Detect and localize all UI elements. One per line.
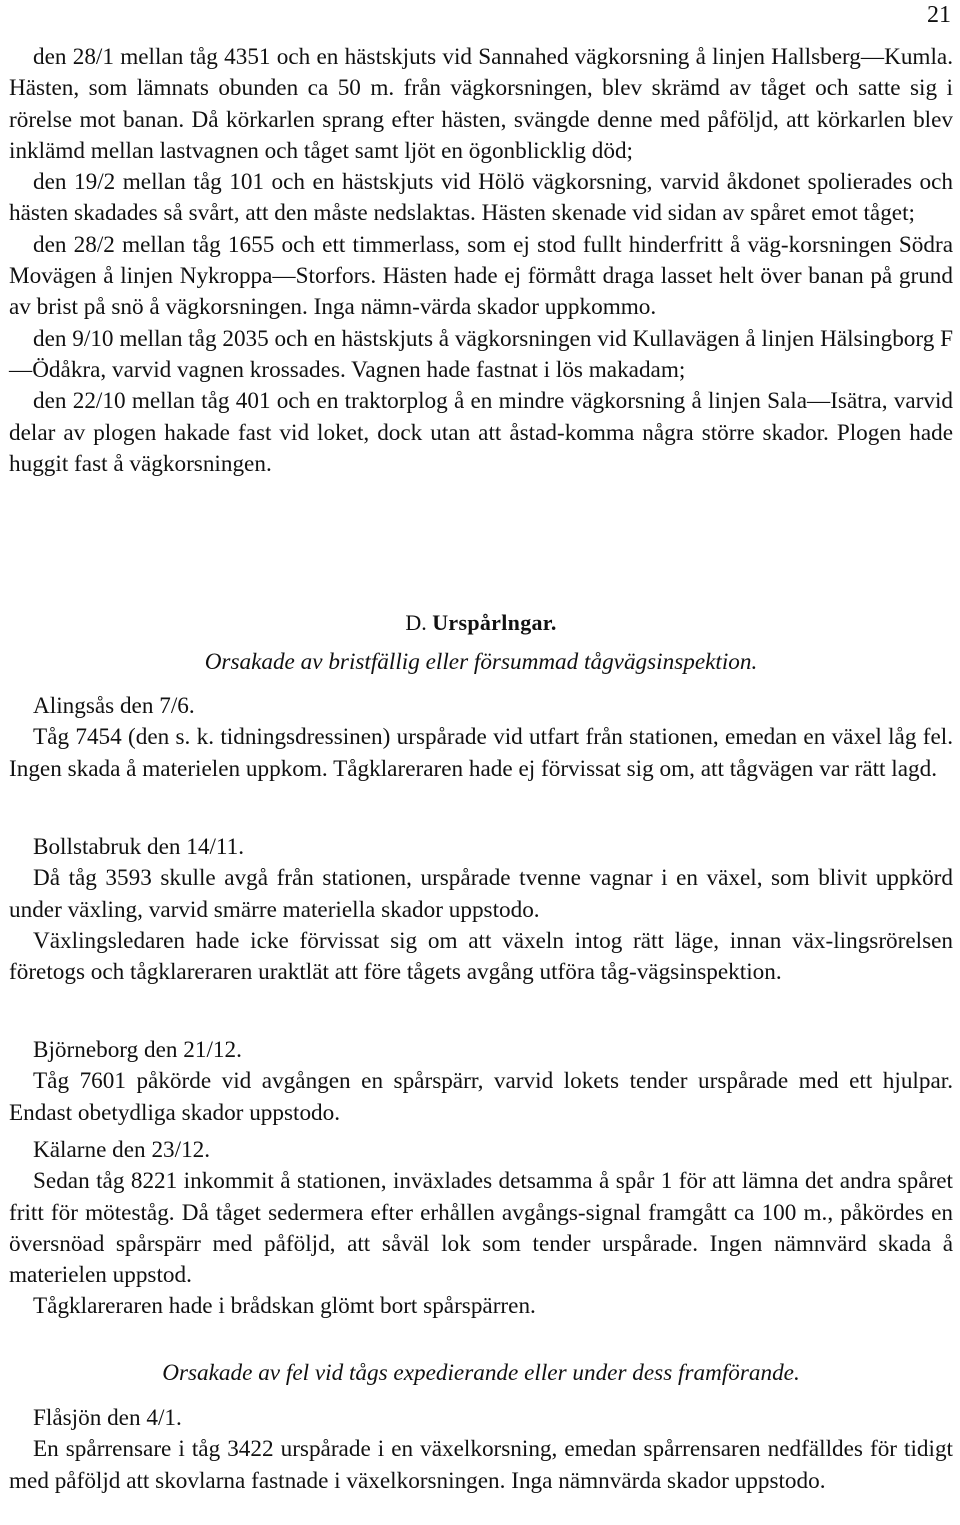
accident-paragraph: den 9/10 mellan tåg 2035 och en hästskjuts å vägkorsningen vid Kullavägen å linjen Hälsingborg F—Ödåkra, varvid vagnen krossades. Vagnen hade fastnat i lös makadam; bbox=[9, 325, 953, 383]
entry-paragraph: En spårrensare i tåg 3422 urspårade i en växelkorsning, emedan spårrensaren nedfälldes för tidigt med påföljd att skovlarna fastnade i växelkorsningen. Inga nämnvärda skador uppstodo. bbox=[9, 1436, 953, 1494]
entry-heading: Alingsås den 7/6. bbox=[33, 693, 195, 719]
accident-paragraph: den 19/2 mellan tåg 101 och en hästskjuts vid Hölö vägkorsning, varvid åkdonet spolierades och hästen skadades så svårt, att den måste nedslaktas. Hästen skenade vid sidan av spåret emot tåget; bbox=[9, 169, 953, 227]
entry-heading: Björneborg den 21/12. bbox=[33, 1037, 242, 1063]
section-heading bbox=[9, 608, 953, 638]
derailment-entry bbox=[9, 691, 953, 785]
section-title: Urspårlngar. bbox=[432, 610, 557, 635]
entry-paragraph: Växlingsledaren hade icke förvissat sig om att växeln intog rätt läge, innan väx-lingsrörelsen företogs och tågklareraren uraktlät att före tågets avgång utföra tåg-vägsinspektion. bbox=[9, 927, 953, 986]
entry-heading: Kälarne den 23/12. bbox=[33, 1137, 211, 1163]
derailment-entry bbox=[9, 832, 953, 988]
subsection-heading-dispatch: Orsakade av fel vid tågs expedierande eller under dess framförande. bbox=[162, 1360, 800, 1386]
derailment-entry bbox=[9, 1135, 953, 1323]
entry-heading: Flåsjön den 4/1. bbox=[33, 1405, 182, 1431]
entry-heading: Bollstabruk den 14/11. bbox=[33, 834, 245, 860]
accident-paragraph: den 28/1 mellan tåg 4351 och en hästskjuts vid Sannahed vägkorsning å linjen Hallsberg—Kumla. Hästen, som lämnats obunden ca 50 m. från vägkorsningen, blev skrämd av tåget och satte sig i rörelse mot banan. Då körkarlen sprang efter hästen, svängde denne med påföljd, att körkarlen blev inklämd mellan lastvagnen och tåget samt ljöt en ögonblicklig död; bbox=[9, 44, 953, 164]
entry-paragraph: Tågklareraren hade i brådskan glömt bort spårspärren. bbox=[33, 1293, 536, 1320]
derailment-entry bbox=[9, 1035, 953, 1129]
accident-paragraph: den 28/2 mellan tåg 1655 och ett timmerlass, som ej stod fullt hinderfritt å väg-korsningen Södra Movägen å linjen Nykroppa—Storfors. Hästen hade ej förmått draga lasset helt över banan på grund av brist på snö å vägkorsningen. Inga nämn-värda skador uppkommo. bbox=[9, 231, 953, 321]
section-letter: D. bbox=[405, 610, 427, 635]
entry-paragraph: Tåg 7601 påkörde vid avgången en spårspärr, varvid lokets tender urspårade med ett hjulpar. Endast obetydliga skador uppstodo. bbox=[9, 1068, 953, 1126]
entry-paragraph: Sedan tåg 8221 inkommit å stationen, inväxlades detsamma å spår 1 för att lämna det andra spåret fritt för möteståg. Då tåget sedermera efter erhållen avgångs-signal framgått ca 100 m., påkördes en översnöad spårspärr med påföljd, att såväl lok som tender urspårade. Ingen nämnvärd skada å materielen uppstod. bbox=[9, 1168, 953, 1289]
subsection-heading-inspection: Orsakade av bristfällig eller försummad tågvägsinspektion. bbox=[204, 649, 758, 675]
document-page bbox=[9, 0, 953, 1525]
entry-paragraph: Då tåg 3593 skulle avgå från stationen, urspårade tvenne vagnar i en växel, som blivit uppkörd under växling, varvid smärre materiella skador uppstodo. bbox=[9, 865, 953, 923]
entry-paragraph: Tåg 7454 (den s. k. tidningsdressinen) urspårade vid utfart från stationen, emedan en växel låg fel. Ingen skada å materielen uppkom. Tågklareraren hade ej förvissat sig om, att tågvägen var rätt lagd. bbox=[9, 724, 953, 782]
page-number: 21 bbox=[927, 2, 951, 28]
accident-paragraph: den 22/10 mellan tåg 401 och en traktorplog å en mindre vägkorsning å linjen Sala—Isätra, varvid delar av plogen hakade fast vid loket, dock utan att åstad-komma några större skador. Plogen hade huggit fast å vägkorsningen. bbox=[9, 388, 953, 477]
derailment-entry bbox=[9, 1403, 953, 1497]
intro-accident-list bbox=[9, 42, 953, 480]
